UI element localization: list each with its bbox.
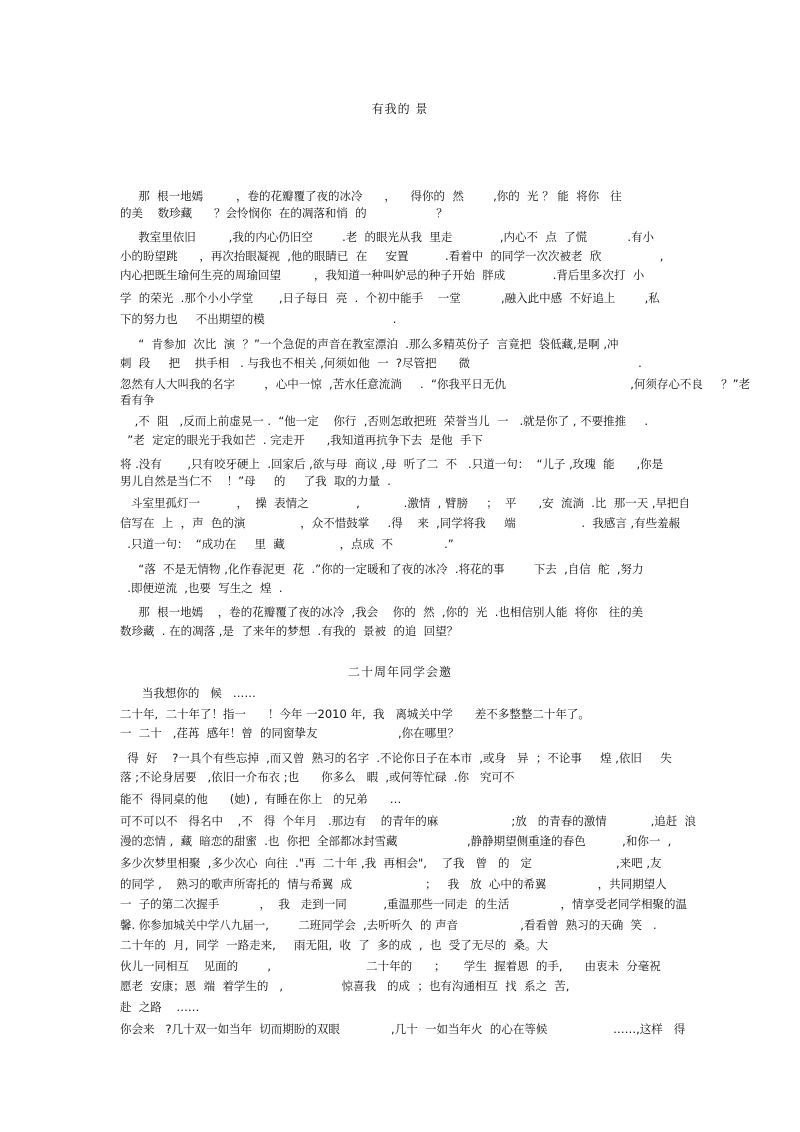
text-line: 二十年的 月, 同学 一路走来, 雨无阻, 收 了 多的成 , 也 受了无尽的 桑。大 — [120, 938, 549, 952]
text-line: 那 根一地嫣 ，卷的花瓣覆了夜的冰冷 ， 得你的 然 ,你的 光 ？ 能 将你 往 — [120, 189, 622, 203]
text-line: 漫的恋情 , 藏 暗恋的甜蜜 .也 你把 全部都冰封雪藏 ,静静期望侧重逢的春色 ,和你一 , — [120, 834, 672, 848]
text-line: 能不 得同桌的他 (她) , 有睡在你上 的兄弟 … — [120, 792, 402, 806]
text-line: 将 .没有 ,只有咬牙硬上 .回家后 ,欲与母 商议 ,母 听了二 不 .只道一句： “儿子 ,玫瑰 能 ,你是 — [120, 457, 664, 471]
text-line: 斗室里孤灯一 ， 操 表情之 , .激情 , 臂膀 ； 平 ,安 流淌 .比 那一天 ,早把自 — [120, 496, 691, 510]
text-line: 得 好 ?一具个有些忘掉 ,而又曾 熟习的名字 .不论你日子在本市 ,或身 异 ；不论事 煌 ,依旧 失 — [120, 751, 672, 765]
section-title: 二十周年同学会邀 — [347, 665, 452, 679]
text-line: 小的盼望跳 ，再次抬眼凝视 ,他的眼睛已 在 安置 .看着中 的同学一次次被老 欣 , — [120, 249, 664, 263]
text-line: “落 不是无情物 ,化作春泥更 花 .”你的一定暖和了夜的冰冷 .将花的事 下去 ,自信 舵 ,努力 — [120, 562, 644, 576]
text-line: 一 二十 ,荏苒 感年！曾 的同窗挚友 ,你在哪里？ — [120, 726, 460, 740]
text-line: 看有争 — [120, 393, 155, 407]
text-line: 一 子的第二次握手 ， 我 走到一同 ,重温那些一同走 的生活 ，情享受老同学相聚的温 — [120, 897, 687, 911]
text-line: 馨. 你参加城关中学八九届一, 二班同学会 ,去听听久 的 声音 ,看看曾 熟习的天确 笑 . — [120, 918, 657, 932]
document-title: 有我的 景 — [371, 102, 429, 116]
text-line: .只道一句： “成功在 里 藏 ，点成 不 .” — [120, 537, 454, 551]
text-line: 刺 段 把 拱手相 . 与我也不相关 ,何须如他 一 ?尽管把 微 . — [120, 356, 642, 370]
text-line: 学 的荣光 .那个小小学堂 ,日子每日 亮 . 个初中能手 一堂 ,融入此中感 不好追上 ,私 — [120, 291, 660, 305]
text-line: 那 根一地嫣 ，卷的花瓣覆了夜的冰冷 ,我会 你的 然 ,你的 光 .也相信别人能 将你 往的美 — [120, 605, 644, 619]
text-line: 男儿自然是当仁不 ！”母 的 了我 取的力量 . — [120, 474, 391, 488]
text-line: 赴 之路 …… — [120, 1000, 200, 1014]
text-line: 你会来 ?几十双一如当年 切而期盼的双眼 ,几十 一如当年火 的心在等候 ……,这样 得 — [120, 1022, 686, 1036]
text-line: 可不可以不 得名中 ,不 得 个年月 .那边有 的青年的麻 ;放 的青春的激情 ,追赶 浪 — [120, 814, 697, 828]
text-line: 多少次梦里相聚 ,多少次心 向往 ."再 二十年 ,我 再相会", 了我 曾 的 定 ,来吧 ,友 — [120, 856, 662, 870]
text-line: 下的努力也 不出期望的模 . — [120, 312, 397, 326]
text-line: 伙儿一同相互 见面的 , 二十年的 ； 学生 握着恩 的手, 由衷未 分毫祝 — [120, 959, 661, 973]
text-line: ,不 阻 ,反而上前虚晃一 . “他一定 你行 ,否则怎敢把班 荣誉当儿 一 .就是你了 , 不要推推 . — [120, 414, 649, 428]
text-line: 数珍藏 . 在的凋落 ,是 了来年的梦想 .有我的 景被 的追 回望？ — [120, 624, 459, 638]
text-line: “ 肯参加 次比 演 ？”一个急促的声音在教室漂泊 .那么多精英份子 言竟把 袋低藏,是啊 ,冲 — [120, 337, 619, 351]
text-line: 忽然有人大叫我的名字 ，心中一惊 ,苦水任意流淌 . “你我平日无仇 ,何须存心不良 ？”老 — [120, 377, 751, 391]
text-line: 当我想你的 候 …… — [120, 686, 256, 700]
text-line: 愿老 安康；恩 端 着学生的 , 惊喜我 的成 ；也有沟通相互 找 系之 苦, — [120, 979, 570, 993]
text-line: 的美 数珍藏 ？会怜悯你 在的凋落和悄 的 ？ — [120, 206, 448, 220]
text-line: 内心把既生瑜何生亮的周瑜回望 ，我知道一种叫妒忌的种子开始 胖成 .背后里多次打 小 — [120, 268, 645, 282]
text-line: 落 ;不论身居要 ,依旧一介布衣 ;也 你多么 暇 ,或何等忙碌 .你 究可不 — [120, 770, 515, 784]
text-line: 信写在 上 ，声 色的演 ，众不惜鼓掌 .得 来 ,同学将我 端 . 我感言 ,有些羞赧 — [120, 516, 681, 530]
text-line: 教室里依旧 ,我的内心仍旧空 .老 的眼光从我 里走 ,内心不 点 了慌 .有小 — [120, 230, 655, 244]
text-line: .即便逆流 ,也要 写生之 煌 . — [120, 581, 283, 595]
text-line: 二十年, 二十年了！指一 ！今年 一2010 年, 我 离城关中学 差不多整整二十年了。 — [120, 707, 590, 721]
text-line: 的同学 , 熟习的歌声所寄托的 情与希翼 成 ； 我 放 心中的希翼 ，共同期望人 — [120, 877, 667, 891]
text-line: ”老 定定的眼光于我如芒 . 完走开 ,我知道再抗争下去 是他 手下 — [120, 433, 483, 447]
